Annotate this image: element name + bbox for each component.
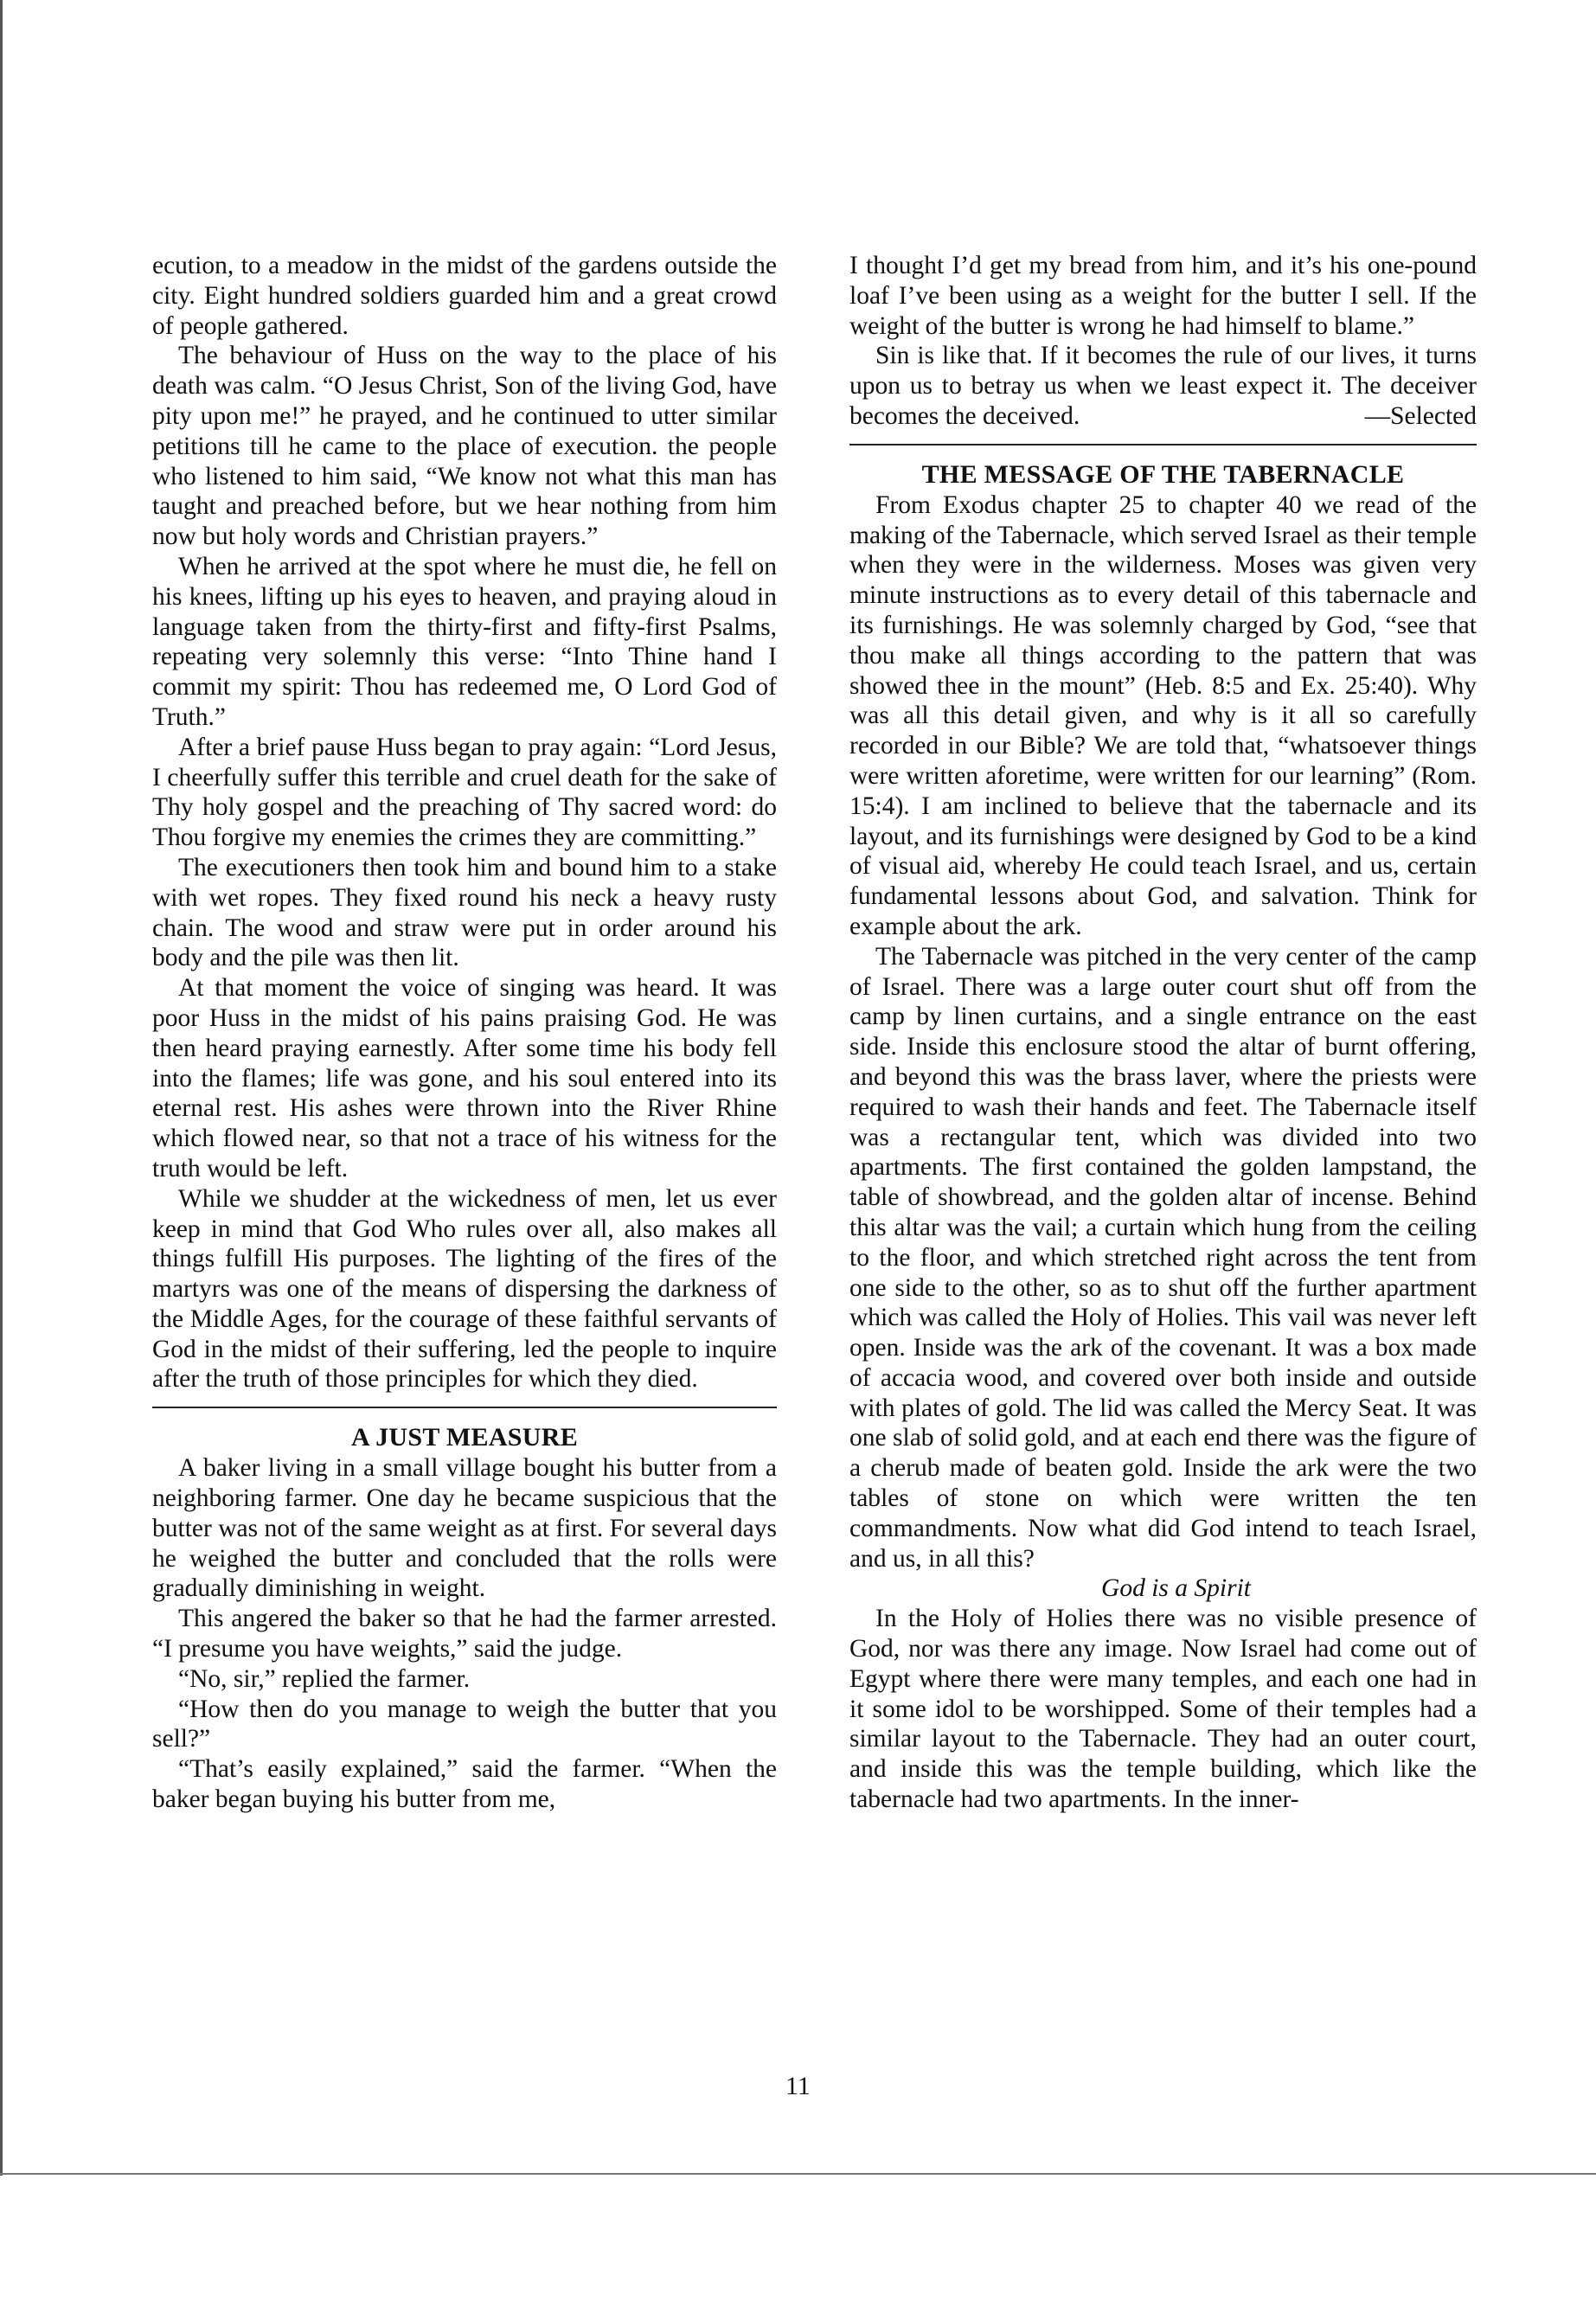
paragraph: “How then do you manage to weigh the butter that you sell?” xyxy=(152,1695,777,1753)
scan-edge-left xyxy=(0,0,3,2176)
paragraph: I thought I’d get my bread from him, and it’s his one-pound loaf I’ve been using as a weight for the butter I sell. If the weight of the butter is wrong he had himself to blame.” xyxy=(849,252,1477,340)
paragraph: The executioners then took him and bound him to a stake with wet ropes. They fixed round his neck a heavy rusty chain. The wood and straw were put in order around his body and the pile was then lit. xyxy=(152,853,777,972)
signoff: —Selected xyxy=(1364,401,1477,430)
paragraph: A baker living in a small village bought his butter from a neighboring farmer. One day he became suspicious that the butter was not of the same weight as at first. For several days he weighed the butter and concluded that the rolls were gradually diminishing in weight. xyxy=(152,1454,777,1603)
scan-edge-bottom xyxy=(0,2173,1596,2175)
moral-text: Sin is like that. If it becomes the rule of our lives, it turns upon us to betray us when we least expect it. The deceiver becomes the deceived. xyxy=(849,342,1477,430)
paragraph: In the Holy of Holies there was no visible presence of God, nor was there any image. Now Israel had come out of Egypt where there were many temples, and each one had in it some idol to be worshipped. Some of their temples had a similar layout to the Tabernacle. They had an outer court, and inside this was the temple building, which like the tabernacle had two apartments. In the inner- xyxy=(849,1605,1477,1814)
paragraph: ecution, to a meadow in the midst of the gardens outside the city. Eight hundred soldiers guarded him and a great crowd of people gathered. xyxy=(152,252,777,340)
paragraph: “No, sir,” replied the farmer. xyxy=(178,1664,471,1693)
section-divider xyxy=(849,444,1477,445)
article-heading: A JUST MEASURE xyxy=(350,1423,579,1452)
section-divider xyxy=(152,1407,777,1408)
paragraph: After a brief pause Huss began to pray again: “Lord Jesus, I cheerfully suffer this terrible and cruel death for the sake of Thy holy gospel and the preaching of Thy sacred word: do Thou forgive my enemies the crimes they are committing.” xyxy=(152,733,777,852)
article-heading: THE MESSAGE OF THE TABERNACLE xyxy=(921,459,1405,489)
paragraph: “That’s easily explained,” said the farmer. “When the baker began buying his butter from me, xyxy=(152,1755,777,1814)
subheading: God is a Spirit xyxy=(1101,1574,1251,1603)
page-number: 11 xyxy=(785,2072,811,2100)
paragraph: From Exodus chapter 25 to chapter 40 we read of the making of the Tabernacle, which served Israel as their temple when they were in the wilderness. Moses was given very minute instructions as to every detail of this tabernacle and its furnishings. He was solemnly charged by God, “see that thou make all things according to the pattern that was showed thee in the mount” (Heb. 8:5 and Ex. 25:40). Why was all this detail given, and why is it all so carefully recorded in our Bible? We are told that, “whatsoever things were written aforetime, were written for our learning” (Rom. 15:4). I am inclined to believe that the tabernacle and its layout, and its furnishings were designed by God to be a kind of visual aid, whereby He could teach Israel, and us, certain fundamental lessons about God, and salvation. Think for example about the ark. xyxy=(849,490,1477,940)
paragraph: The Tabernacle was pitched in the very center of the camp of Israel. There was a large outer court shut off from the camp by linen curtains, and a single entrance on the east side. Inside this enclosure stood the altar of burnt offering, and beyond this was the brass laver, where the priests were required to wash their hands and feet. The Tabernacle itself was a rectangular tent, which was divided into two apartments. The first contained the golden lampstand, the table of showbread, and the golden altar of incense. Behind this altar was the vail; a curtain which hung from the ceiling to the floor, and which stretched right across the tent from one side to the other, so as to shut off the further apartment which was called the Holy of Holies. This vail was never left open. Inside was the ark of the covenant. It was a box made of accacia wood, and covered over both inside and outside with plates of gold. The lid was called the Mercy Seat. It was one slab of solid gold, and at each end there was the figure of a cherub made of beaten gold. Inside the ark were the two tables of stone on which were written the ten commandments. Now what did God intend to teach Israel, and us, in all this? xyxy=(849,942,1477,1573)
right-column xyxy=(849,251,1477,1815)
paragraph xyxy=(849,341,1477,431)
paragraph: While we shudder at the wickedness of men, let us ever keep in mind that God Who rules over all, also makes all things fulfill His purposes. The lighting of the fires of the martyrs was one of the means of dispersing the darkness of the Middle Ages, for the courage of these faithful servants of God in the midst of their suffering, led the people to inquire after the truth of those principles for which they died. xyxy=(152,1184,777,1394)
paragraph: This angered the baker so that he had the farmer arrested. “I presume you have weights,” said the judge. xyxy=(152,1605,777,1663)
paragraph: The behaviour of Huss on the way to the place of his death was calm. “O Jesus Christ, Son of the living God, have pity upon me!” he prayed, and he continued to utter similar petitions till he came to the place of execution. the people who listened to him said, “We know not what this man has taught and preached before, but we hear nothing from him now but holy words and Christian prayers.” xyxy=(152,342,777,551)
paragraph: When he arrived at the spot where he must die, he fell on his knees, lifting up his eyes to heaven, and praying aloud in language taken from the thirty-first and fifty-first Psalms, repeating very solemnly this verse: “Into Thine hand I commit my spirit: Thou has redeemed me, O Lord God of Truth.” xyxy=(152,552,777,731)
paragraph: At that moment the voice of singing was heard. It was poor Huss in the midst of his pains praising God. He was then heard praying earnestly. After some time his body fell into the flames; life was gone, and his soul entered into its eternal rest. His ashes were thrown into the River Rhine which flowed near, so that not a trace of his witness for the truth would be left. xyxy=(152,974,777,1183)
left-column xyxy=(152,251,777,1815)
